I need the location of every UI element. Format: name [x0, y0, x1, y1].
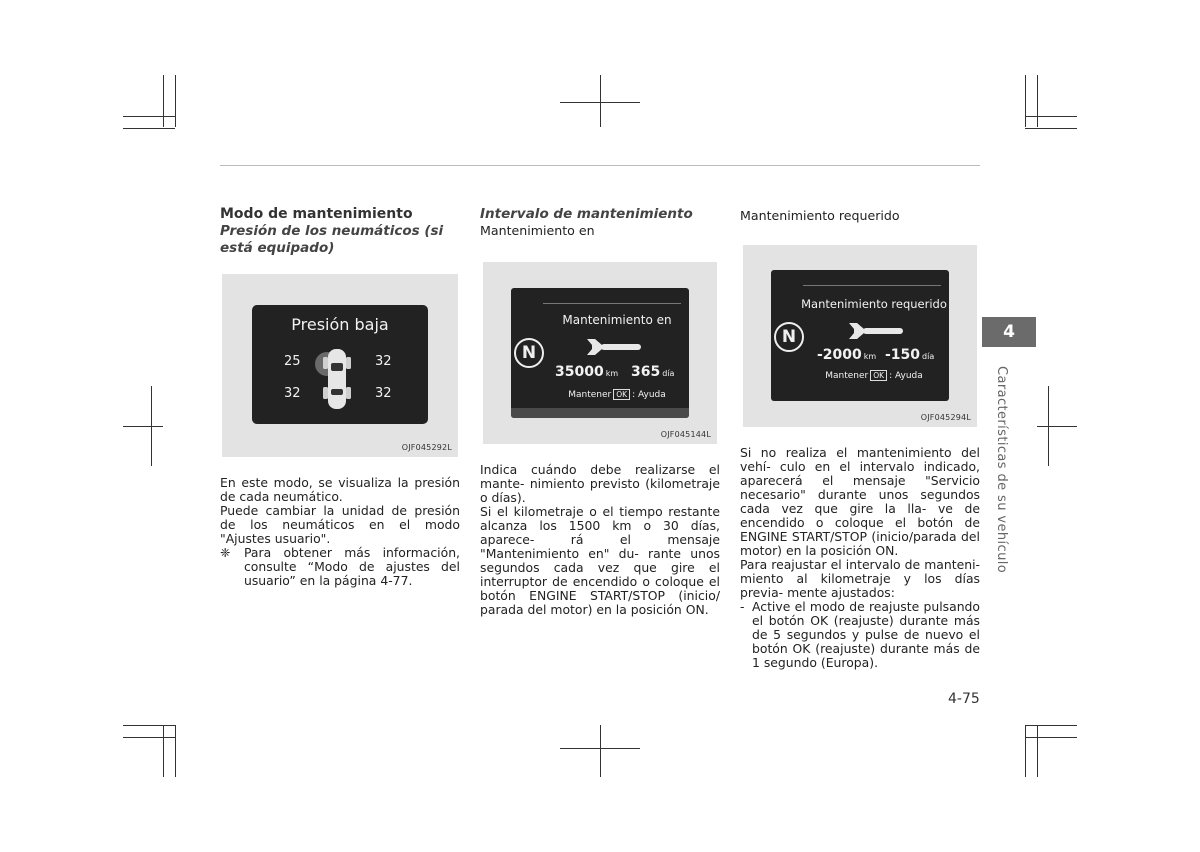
note-symbol: ❈: [220, 545, 231, 560]
display-title: Mantenimiento requerido: [801, 297, 947, 311]
km-readout: [817, 347, 876, 363]
hint-prefix: Mantener: [568, 390, 612, 400]
paragraph: En este modo, se visualiza la presión de cada neumático.: [220, 475, 460, 504]
paragraph: Puede cambiar la unidad de presión de los neumáticos en el modo "Ajustes usuario".: [220, 503, 460, 546]
km-value: -2000: [817, 347, 862, 363]
day-value: 365: [631, 364, 661, 380]
section-subheading: Intervalo de mantenimiento: [480, 206, 693, 222]
note-text: Para obtener más información, consulte “Modo de ajustes del usuario” en la página 4-77.: [244, 545, 460, 588]
note: [220, 546, 460, 588]
gear-indicator: N: [514, 338, 544, 368]
paragraph: Si el kilometraje o el tiempo restante alcanza los 1500 km o 30 días, aparece- rá el mensaje "Mantenimiento en" du- rante unos segundos cada vez que gire el interruptor de encendido o coloque el botón ENGINE START/STOP (inicio/ parada del motor) en la posición ON.: [480, 504, 720, 617]
figure-code: OJF045292L: [401, 443, 452, 452]
km-readout: [555, 364, 618, 380]
tire-front-left: 25: [284, 354, 301, 369]
chapter-title: Características de su vehículo: [994, 366, 1009, 574]
paragraph: Indica cuándo debe realizarse el mante- nimiento previsto (kilometraje o días).: [480, 462, 720, 505]
chapter-tab: 4: [982, 317, 1036, 347]
tire-pressure-display: [252, 305, 428, 424]
figure-maintenance-required: [743, 245, 977, 427]
display-title: Mantenimiento en: [562, 313, 672, 327]
tire-front-right: 32: [375, 354, 392, 369]
paragraph: Para reajustar el intervalo de manteni- miento al kilometraje y los días previa- mente ajustados:: [740, 557, 980, 600]
tire-rear-right: 32: [375, 386, 392, 401]
dash-symbol: -: [740, 599, 745, 614]
ok-key: OK: [613, 389, 630, 400]
display-hint: [801, 370, 947, 381]
maintenance-due-display: [511, 288, 689, 418]
column-2-text: [480, 463, 720, 617]
wrench-icon: [585, 336, 643, 358]
column-3-text: [740, 446, 980, 670]
column-1-text: [220, 476, 460, 588]
km-value: 35000: [555, 364, 604, 380]
column-1: [220, 206, 460, 257]
page-number: 4-75: [948, 691, 980, 707]
hint-prefix: Mantener: [825, 371, 869, 381]
km-unit: km: [863, 352, 877, 361]
figure-code: OJF045294L: [920, 413, 971, 422]
figure-tire-pressure: [222, 274, 458, 457]
day-unit: día: [662, 369, 675, 378]
ok-key: OK: [870, 370, 887, 381]
dash-item-text: Active el modo de reajuste pulsando el botón OK (reajuste) durante más de 5 segundos y pulse de nuevo el botón OK (reajuste) durante más de 1 segundo (Europa).: [752, 599, 980, 670]
hint-suffix: : Ayuda: [889, 371, 923, 381]
maintenance-required-display: [771, 270, 949, 401]
section-heading: Modo de mantenimiento: [220, 206, 413, 222]
dash-list-item: [740, 600, 980, 670]
gear-indicator: N: [774, 322, 804, 352]
day-value: -150: [885, 347, 921, 363]
paragraph: Si no realiza el mantenimiento del vehí- culo en el intervalo indicado, aparecerá el mensaje "Servicio necesario" durante unos segundos cada vez que gire la lla- ve de encendido o coloque el botón de ENGINE START/STOP (inicio/parada del motor) en la posición ON.: [740, 445, 980, 558]
header-rule: [220, 165, 980, 166]
display-hint: [547, 389, 687, 400]
subsection-title: Mantenimiento en: [480, 223, 595, 238]
column-3: [740, 208, 980, 224]
wrench-icon: [847, 320, 905, 342]
day-unit: día: [922, 352, 935, 361]
figure-code: OJF045144L: [660, 430, 711, 439]
km-unit: km: [605, 369, 619, 378]
tire-rear-left: 32: [284, 386, 301, 401]
column-2: [480, 206, 720, 239]
subsection-title: Mantenimiento requerido: [740, 208, 900, 223]
day-readout: [885, 347, 934, 363]
display-title: Presión baja: [291, 315, 389, 334]
section-subheading: Presión de los neumáticos (si está equipado): [220, 223, 444, 256]
hint-suffix: : Ayuda: [632, 390, 666, 400]
day-readout: [631, 364, 674, 380]
figure-maintenance-due: [483, 262, 717, 444]
car-top-view-icon: [312, 343, 362, 415]
